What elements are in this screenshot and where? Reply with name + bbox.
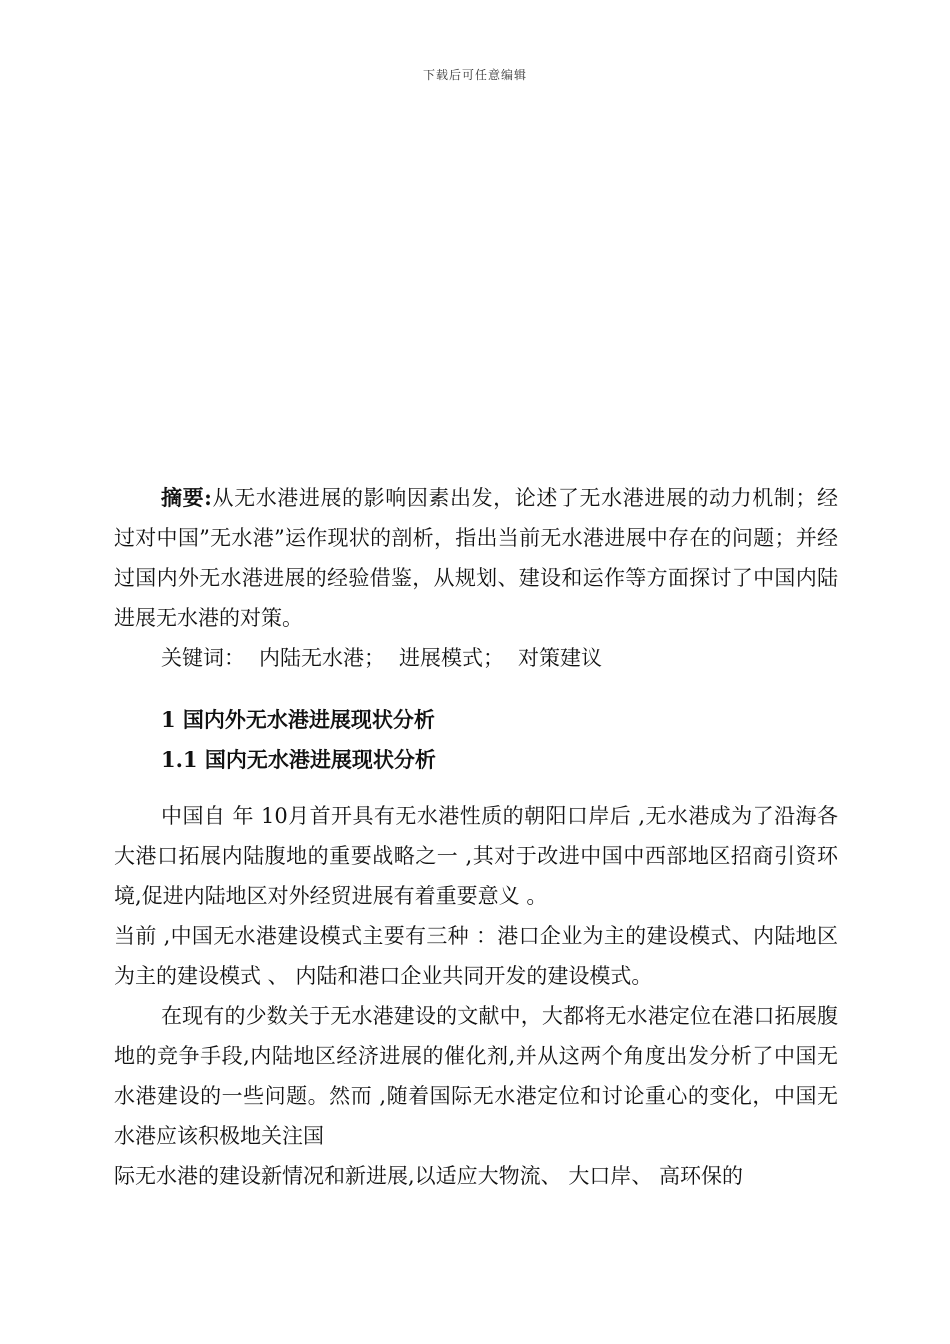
abstract-label: 摘要: bbox=[161, 485, 212, 510]
body-paragraph-3: 在现有的少数关于无水港建设的文献中，大都将无水港定位在港口拓展腹地的竞争手段,内陆地区经济进展的催化剂,并从这两个角度出发分析了中国无水港建设的一些问题。然而 ,随着国际无水港定位和讨论重心的变化，中国无水港应该积极地关注国 bbox=[114, 1004, 838, 1148]
document-body bbox=[114, 478, 838, 1196]
section-heading-1: 1 国内外无水港进展现状分析 bbox=[161, 707, 435, 732]
keyword-item: 进展模式； bbox=[399, 646, 504, 670]
abstract-paragraph bbox=[114, 478, 838, 638]
page-header: 下载后可任意编辑 bbox=[422, 68, 527, 82]
keywords-label: 关键词： bbox=[161, 646, 245, 670]
abstract-text: 从无水港进展的影响因素出发，论述了无水港进展的动力机制；经过对中国”无水港”运作现状的剖析，指出当前无水港进展中存在的问题；并经过国内外无水港进展的经验借鉴，从规划、建设和运作等方面探讨了中国内陆进展无水港的对策。 bbox=[114, 486, 838, 630]
section-heading-1-1: 1.1 国内无水港进展现状分析 bbox=[161, 747, 436, 772]
keyword-item: 对策建议 bbox=[518, 646, 602, 670]
body-paragraph-2: 当前 ,中国无水港建设模式主要有三种 ：港口企业为主的建设模式、内陆地区为主的建设模式 、 内陆和港口企业共同开发的建设模式。 bbox=[114, 924, 838, 988]
body-paragraph-4: 际无水港的建设新情况和新进展,以适应大物流、 大口岸、 高环保的 bbox=[114, 1164, 744, 1188]
body-paragraph-1: 中国自 年 10月首开具有无水港性质的朝阳口岸后 ,无水港成为了沿海各大港口拓展内陆腹地的重要战略之一 ,其对于改进中国中西部地区招商引资环境,促进内陆地区对外经贸进展有着重要意义 。 bbox=[114, 804, 838, 908]
keywords-line bbox=[114, 638, 838, 678]
keyword-item: 内陆无水港； bbox=[259, 646, 385, 670]
